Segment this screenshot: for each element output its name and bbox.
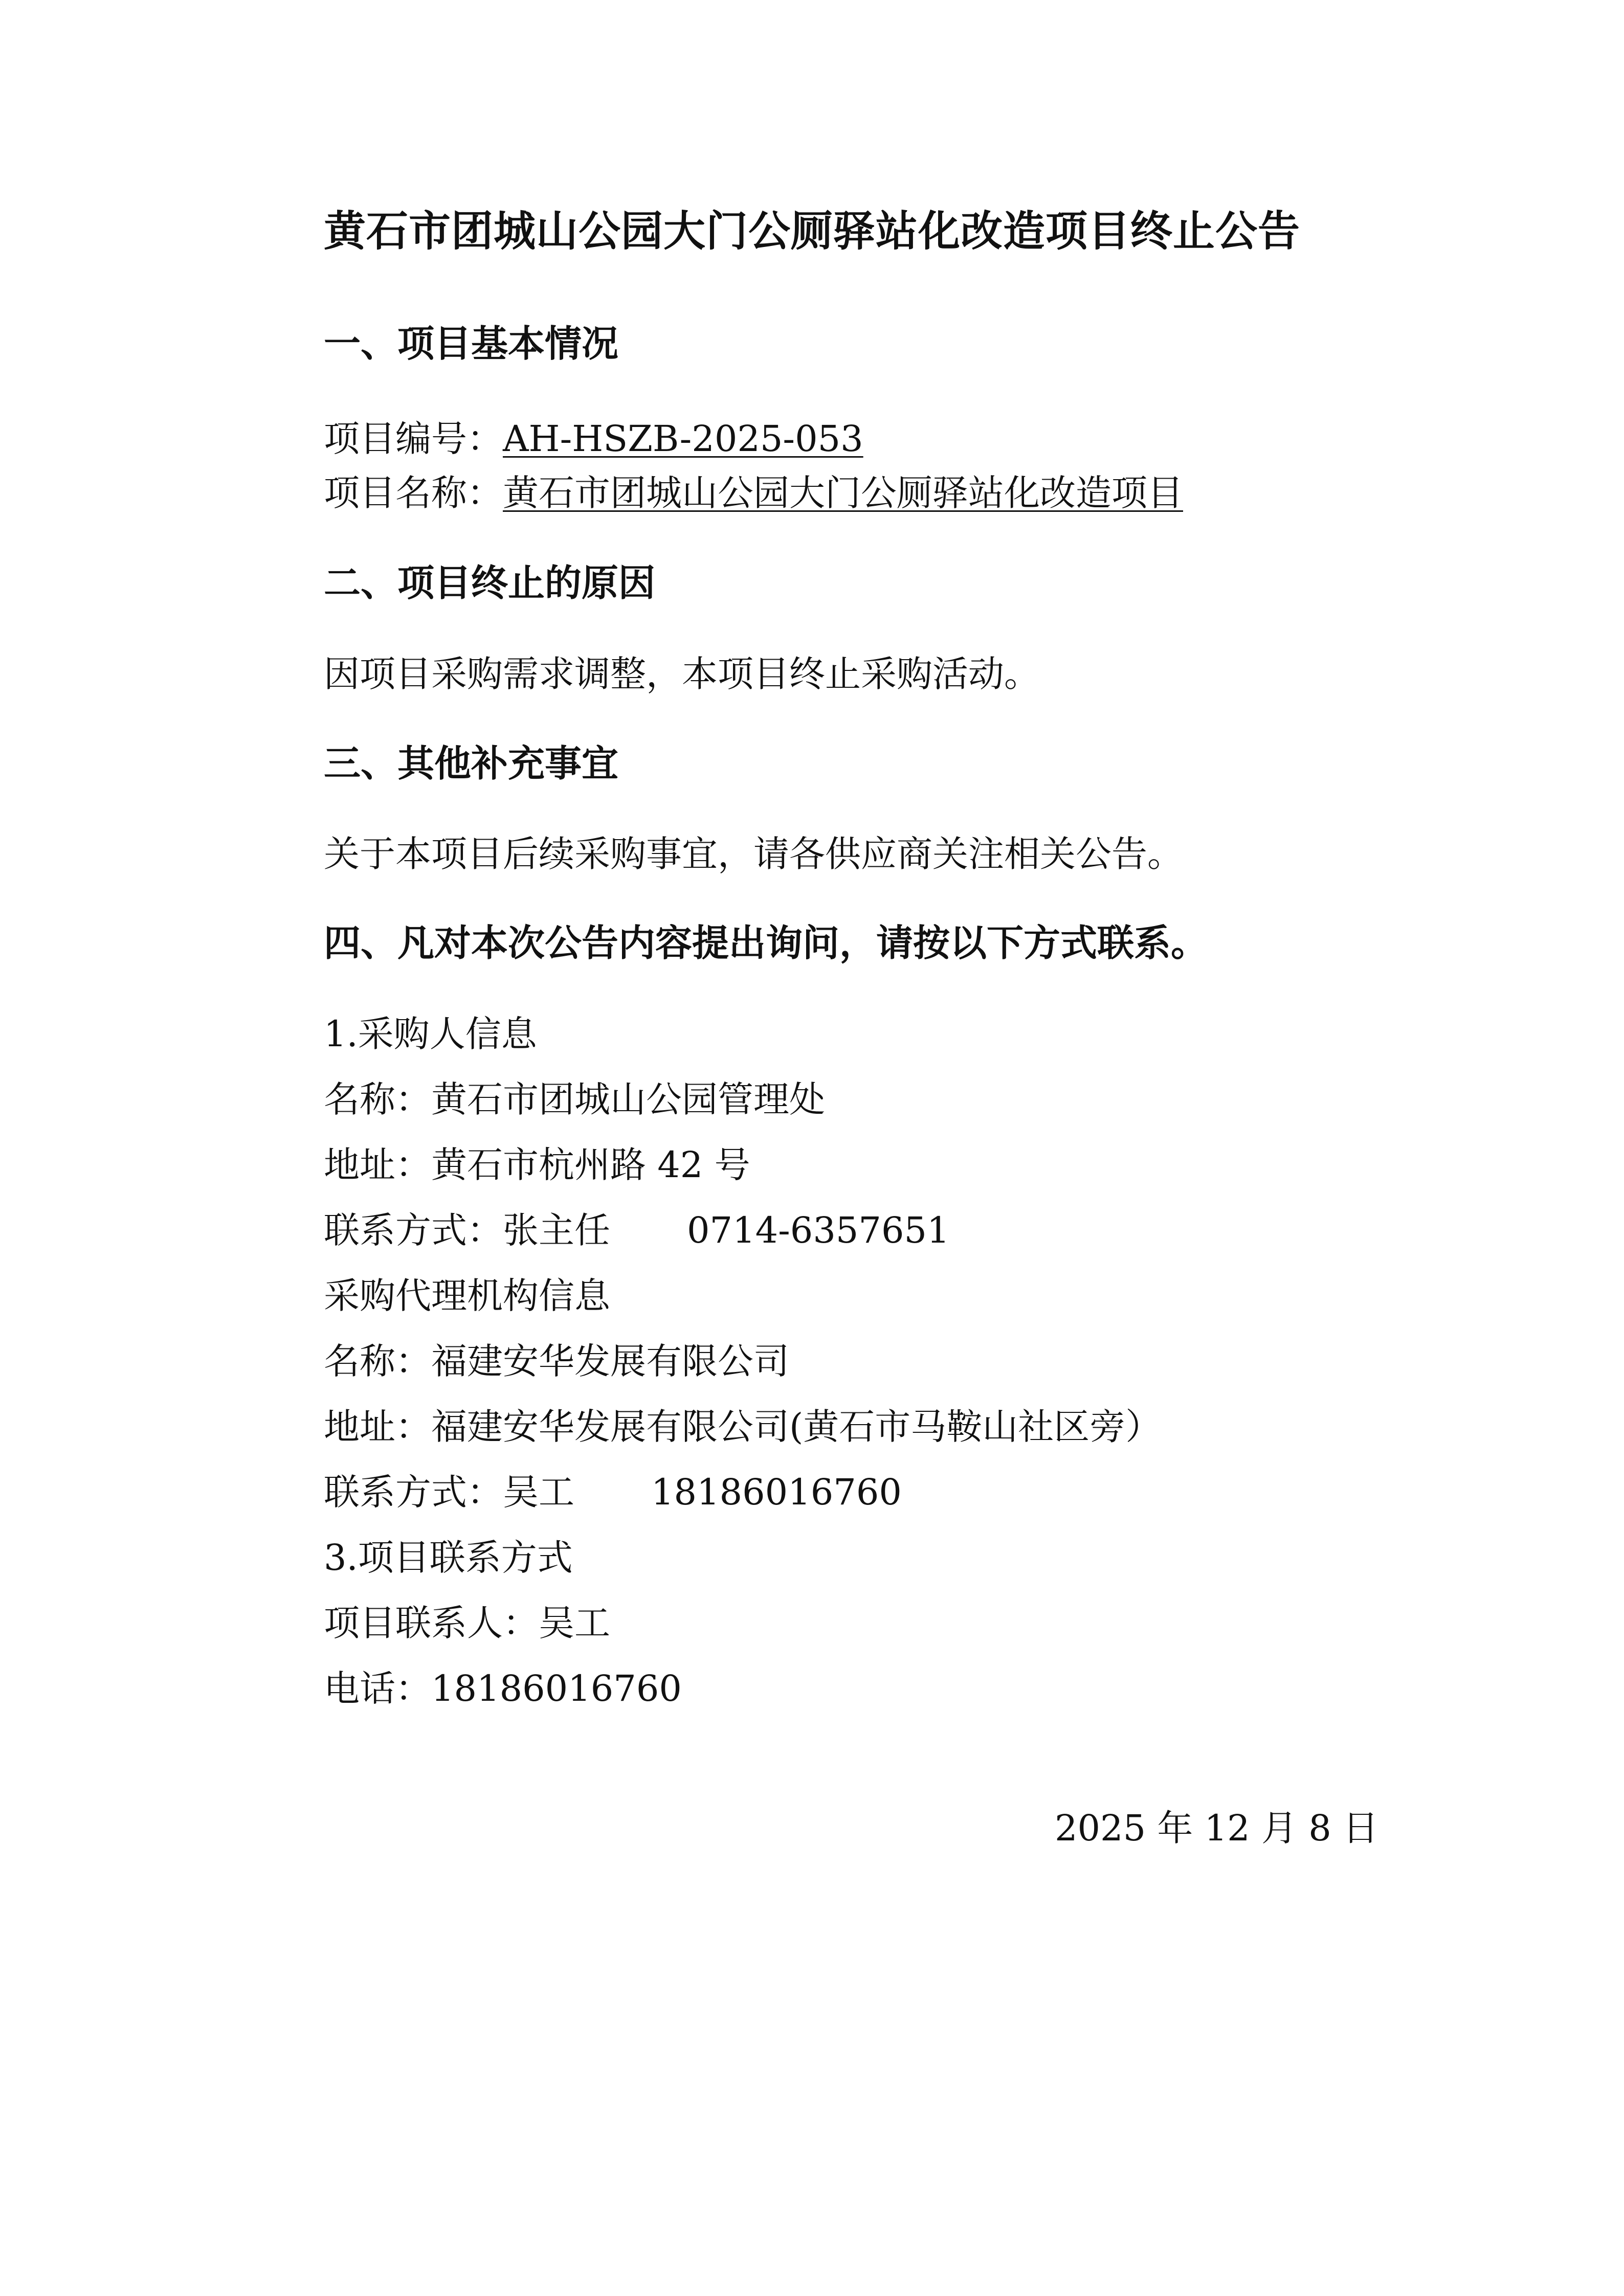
termination-reason-text: 因项目采购需求调整，本项目终止采购活动。	[324, 653, 1040, 695]
project-name-label: 项目名称：	[324, 472, 503, 514]
section3-heading: 三、其他补充事宜	[324, 742, 619, 785]
purchaser-contact-label: 联系方式：张主任	[324, 1209, 610, 1251]
supplementary-text: 关于本项目后续采购事宜，请各供应商关注相关公告。	[324, 833, 1183, 875]
agency-contact-line	[324, 1467, 902, 1518]
agency-phone: 18186016760	[651, 1471, 902, 1513]
document-title: 黄石市团城山公园大门公厕驿站化改造项目终止公告	[323, 207, 1300, 256]
project-contact-title: 3.项目联系方式	[324, 1537, 573, 1579]
section4-heading: 四、凡对本次公告内容提出询问，请按以下方式联系。	[324, 921, 1208, 964]
project-number-line	[324, 413, 863, 464]
project-name-value: 黄石市团城山公园大门公厕驿站化改造项目	[503, 472, 1183, 514]
agency-name: 名称：福建安华发展有限公司	[324, 1340, 789, 1382]
purchaser-address: 地址：黄石市杭州路 42 号	[324, 1144, 750, 1186]
purchaser-contact-line	[324, 1205, 950, 1256]
announcement-date: 2025 年 12 月 8 日	[1054, 1807, 1378, 1849]
purchaser-info-title: 1.采购人信息	[324, 1013, 537, 1055]
purchaser-name: 名称：黄石市团城山公园管理处	[324, 1078, 825, 1120]
project-contact-phone: 电话：18186016760	[324, 1668, 682, 1709]
project-name-line	[324, 467, 1183, 519]
agency-address: 地址：福建安华发展有限公司(黄石市马鞍山社区旁）	[324, 1406, 1162, 1448]
project-number-label: 项目编号：	[324, 418, 503, 460]
agency-contact-label: 联系方式：吴工	[324, 1471, 574, 1513]
agency-info-title: 采购代理机构信息	[324, 1275, 610, 1317]
purchaser-phone: 0714-6357651	[687, 1209, 950, 1251]
project-contact-person: 项目联系人：吴工	[324, 1602, 610, 1644]
section2-heading: 二、项目终止的原因	[324, 561, 656, 604]
section1-heading: 一、项目基本情况	[324, 322, 619, 365]
project-number-value: AH-HSZB-2025-053	[503, 418, 863, 460]
